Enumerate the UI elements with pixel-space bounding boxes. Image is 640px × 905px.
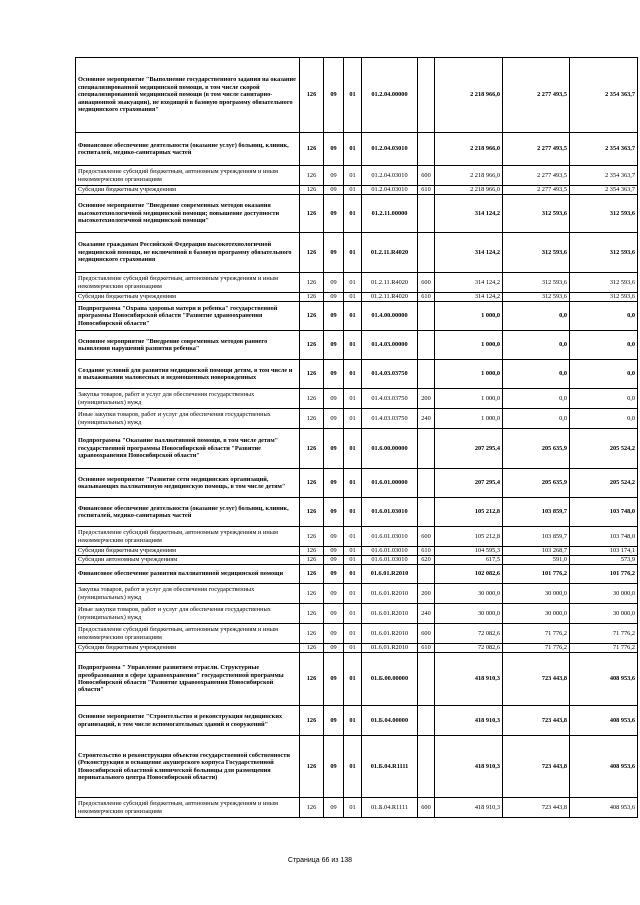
row-amount-1: 2 218 966,0	[435, 133, 503, 166]
row-name: Субсидии бюджетным учреждениям	[76, 186, 300, 195]
row-grbs: 126	[300, 798, 324, 818]
row-name: Строительство и реконструкция объектов государственной собственности (Реконструкция и оснащение акушерского корпуса Государственной Новосибирской областной клинической больницы для размещения перинатального центра Новосибирской области)	[76, 736, 300, 798]
row-amount-3: 0,0	[570, 331, 638, 360]
row-target-article: 01.2.04.00000	[362, 58, 418, 133]
table-row	[76, 186, 638, 195]
row-expense-type	[418, 195, 435, 233]
row-grbs: 126	[300, 644, 324, 653]
row-grbs: 126	[300, 604, 324, 624]
row-section: 09	[324, 331, 344, 360]
row-expense-type: 610	[418, 293, 435, 302]
row-name: Иные закупки товаров, работ и услуг для обеспечения государственных (муниципальных) нужд	[76, 409, 300, 429]
table-row	[76, 624, 638, 644]
row-target-article: 01.Б.00.00000	[362, 653, 418, 706]
row-amount-2: 0,0	[503, 409, 570, 429]
row-expense-type	[418, 133, 435, 166]
row-amount-1: 1 000,0	[435, 331, 503, 360]
row-target-article: 01.4.03.03750	[362, 409, 418, 429]
row-expense-type: 600	[418, 527, 435, 547]
row-amount-3: 408 953,6	[570, 706, 638, 736]
row-section: 09	[324, 233, 344, 273]
row-amount-1: 105 212,8	[435, 498, 503, 527]
table-row	[76, 302, 638, 331]
row-section: 09	[324, 469, 344, 498]
row-amount-3: 2 354 363,7	[570, 166, 638, 186]
row-name: Предоставление субсидий бюджетным, автономным учреждениям и иным некоммерческим организациям	[76, 166, 300, 186]
row-grbs: 126	[300, 409, 324, 429]
table-row	[76, 469, 638, 498]
row-amount-2: 30 000,0	[503, 604, 570, 624]
row-section: 09	[324, 624, 344, 644]
row-subsection: 01	[344, 429, 362, 469]
row-grbs: 126	[300, 389, 324, 409]
row-amount-1: 2 218 966,0	[435, 186, 503, 195]
row-section: 09	[324, 409, 344, 429]
row-name: Основное мероприятие "Внедрение современных методов раннего выявления нарушений развития ребенка"	[76, 331, 300, 360]
row-name: Субсидии бюджетным учреждениям	[76, 644, 300, 653]
table-row	[76, 166, 638, 186]
row-amount-2: 71 776,2	[503, 624, 570, 644]
row-amount-1: 314 124,2	[435, 195, 503, 233]
row-name: Создание условий для развития медицинской помощи детям, в том числе и в выхаживании маловесных и недоношенных новорожденных	[76, 360, 300, 389]
row-section: 09	[324, 389, 344, 409]
row-amount-3: 408 953,6	[570, 653, 638, 706]
row-section: 09	[324, 293, 344, 302]
row-grbs: 126	[300, 195, 324, 233]
row-amount-1: 207 295,4	[435, 469, 503, 498]
row-section: 09	[324, 736, 344, 798]
row-amount-3: 103 174,1	[570, 547, 638, 556]
row-name: Предоставление субсидий бюджетным, автономным учреждениям и иным некоммерческим организациям	[76, 624, 300, 644]
row-section: 09	[324, 186, 344, 195]
row-subsection: 01	[344, 624, 362, 644]
row-grbs: 126	[300, 186, 324, 195]
row-amount-2: 103 268,7	[503, 547, 570, 556]
row-expense-type: 200	[418, 389, 435, 409]
row-amount-2: 0,0	[503, 360, 570, 389]
row-expense-type: 610	[418, 186, 435, 195]
row-name: Оказание гражданам Российской Федерации высокотехнологичной медицинской помощи, не включенной в базовую программу обязательного медицинского страхования	[76, 233, 300, 273]
row-expense-type: 200	[418, 584, 435, 604]
row-name: Закупка товаров, работ и услуг для обеспечения государственных (муниципальных) нужд	[76, 584, 300, 604]
row-amount-3: 312 593,6	[570, 233, 638, 273]
row-amount-3: 573,9	[570, 556, 638, 565]
row-name: Подпрограмма "Охрана здоровья матери и ребенка" государственной программы Новосибирской области "Развитие здравоохранения Новосибирской области"	[76, 302, 300, 331]
row-expense-type	[418, 429, 435, 469]
row-amount-3: 2 354 363,7	[570, 133, 638, 166]
row-grbs: 126	[300, 233, 324, 273]
row-grbs: 126	[300, 706, 324, 736]
row-subsection: 01	[344, 565, 362, 584]
table-row	[76, 331, 638, 360]
row-subsection: 01	[344, 409, 362, 429]
row-amount-3: 103 748,0	[570, 498, 638, 527]
row-section: 09	[324, 498, 344, 527]
row-amount-1: 1 000,0	[435, 302, 503, 331]
row-subsection: 01	[344, 706, 362, 736]
row-subsection: 01	[344, 584, 362, 604]
row-target-article: 01.6.01.R2010	[362, 565, 418, 584]
row-name: Финансовое обеспечение деятельности (оказание услуг) больниц, клиник, госпиталей, медико-санитарных частей	[76, 133, 300, 166]
row-grbs: 126	[300, 469, 324, 498]
row-target-article: 01.2.11.00000	[362, 195, 418, 233]
table-row	[76, 293, 638, 302]
row-grbs: 126	[300, 166, 324, 186]
row-amount-3: 0,0	[570, 360, 638, 389]
table-row	[76, 736, 638, 798]
row-amount-1: 418 910,3	[435, 736, 503, 798]
row-name: Субсидии автономным учреждениям	[76, 556, 300, 565]
row-subsection: 01	[344, 293, 362, 302]
table-row	[76, 195, 638, 233]
row-subsection: 01	[344, 527, 362, 547]
row-name: Закупка товаров, работ и услуг для обеспечения государственных (муниципальных) нужд	[76, 389, 300, 409]
row-target-article: 01.6.01.00000	[362, 469, 418, 498]
row-amount-3: 312 593,6	[570, 195, 638, 233]
row-amount-1: 2 218 966,0	[435, 166, 503, 186]
row-expense-type	[418, 565, 435, 584]
row-target-article: 01.6.01.03010	[362, 547, 418, 556]
row-target-article: 01.4.03.03750	[362, 360, 418, 389]
row-amount-3: 408 953,6	[570, 736, 638, 798]
table-row	[76, 565, 638, 584]
row-section: 09	[324, 58, 344, 133]
row-amount-2: 103 859,7	[503, 527, 570, 547]
table-body	[76, 58, 638, 818]
table-row	[76, 604, 638, 624]
row-amount-1: 314 124,2	[435, 233, 503, 273]
row-section: 09	[324, 584, 344, 604]
row-section: 09	[324, 429, 344, 469]
row-target-article: 01.6.01.R2010	[362, 604, 418, 624]
row-subsection: 01	[344, 302, 362, 331]
table-row	[76, 133, 638, 166]
row-target-article: 01.6.01.03010	[362, 556, 418, 565]
row-amount-2: 2 277 493,5	[503, 133, 570, 166]
row-amount-3: 205 524,2	[570, 469, 638, 498]
row-section: 09	[324, 166, 344, 186]
row-name: Основное мероприятие "Внедрение современных методов оказания высокотехнологичной медицинской помощи; повышение доступности высокотехнологичной медицинской помощи"	[76, 195, 300, 233]
row-expense-type	[418, 233, 435, 273]
row-target-article: 01.2.04.03010	[362, 186, 418, 195]
row-amount-3: 71 776,2	[570, 644, 638, 653]
row-amount-3: 0,0	[570, 389, 638, 409]
row-grbs: 126	[300, 547, 324, 556]
row-expense-type: 620	[418, 556, 435, 565]
row-target-article: 01.2.04.03010	[362, 166, 418, 186]
row-amount-1: 418 910,3	[435, 706, 503, 736]
row-expense-type	[418, 58, 435, 133]
row-name: Субсидии бюджетным учреждениям	[76, 293, 300, 302]
row-grbs: 126	[300, 556, 324, 565]
row-target-article: 01.2.11.R4020	[362, 293, 418, 302]
row-target-article: 01.4.03.03750	[362, 389, 418, 409]
row-amount-3: 2 354 363,7	[570, 186, 638, 195]
table-row	[76, 429, 638, 469]
row-target-article: 01.6.01.03010	[362, 527, 418, 547]
row-amount-1: 207 295,4	[435, 429, 503, 469]
row-subsection: 01	[344, 556, 362, 565]
row-subsection: 01	[344, 798, 362, 818]
row-subsection: 01	[344, 133, 362, 166]
table-row	[76, 706, 638, 736]
table-row	[76, 644, 638, 653]
row-subsection: 01	[344, 498, 362, 527]
row-expense-type: 240	[418, 604, 435, 624]
row-grbs: 126	[300, 498, 324, 527]
row-amount-3: 312 593,6	[570, 293, 638, 302]
row-subsection: 01	[344, 644, 362, 653]
row-subsection: 01	[344, 233, 362, 273]
row-grbs: 126	[300, 331, 324, 360]
row-amount-2: 101 776,2	[503, 565, 570, 584]
row-amount-1: 72 082,6	[435, 624, 503, 644]
row-grbs: 126	[300, 429, 324, 469]
row-amount-3: 408 953,6	[570, 798, 638, 818]
row-expense-type	[418, 302, 435, 331]
row-target-article: 01.6.00.00000	[362, 429, 418, 469]
table-row	[76, 273, 638, 293]
row-target-article: 01.6.01.R2010	[362, 624, 418, 644]
row-amount-1: 418 910,3	[435, 653, 503, 706]
row-name: Финансовое обеспечение деятельности (оказание услуг) больниц, клиник, госпиталей, медико-санитарных частей	[76, 498, 300, 527]
row-grbs: 126	[300, 293, 324, 302]
row-target-article: 01.2.11.R4020	[362, 273, 418, 293]
row-grbs: 126	[300, 653, 324, 706]
row-section: 09	[324, 706, 344, 736]
row-section: 09	[324, 547, 344, 556]
row-amount-2: 71 776,2	[503, 644, 570, 653]
row-amount-2: 312 593,6	[503, 195, 570, 233]
row-amount-2: 2 277 493,5	[503, 186, 570, 195]
row-amount-3: 205 524,2	[570, 429, 638, 469]
row-grbs: 126	[300, 360, 324, 389]
row-target-article: 01.Б.04.R1111	[362, 736, 418, 798]
row-grbs: 126	[300, 736, 324, 798]
row-expense-type	[418, 653, 435, 706]
row-amount-3: 2 354 363,7	[570, 58, 638, 133]
row-section: 09	[324, 604, 344, 624]
table-row	[76, 653, 638, 706]
row-name: Основное мероприятие "Развитие сети медицинских организаций, оказывающих паллиативную медицинскую помощь, в том числе детям"	[76, 469, 300, 498]
row-section: 09	[324, 798, 344, 818]
row-amount-3: 71 776,2	[570, 624, 638, 644]
row-amount-1: 314 124,2	[435, 273, 503, 293]
row-subsection: 01	[344, 331, 362, 360]
table-row	[76, 233, 638, 273]
row-section: 09	[324, 195, 344, 233]
row-target-article: 01.6.01.R2010	[362, 584, 418, 604]
row-amount-3: 312 593,6	[570, 273, 638, 293]
row-amount-3: 30 000,0	[570, 604, 638, 624]
row-grbs: 126	[300, 133, 324, 166]
row-expense-type: 600	[418, 166, 435, 186]
row-amount-2: 312 593,6	[503, 293, 570, 302]
row-name: Предоставление субсидий бюджетным, автономным учреждениям и иным некоммерческим организациям	[76, 273, 300, 293]
row-subsection: 01	[344, 360, 362, 389]
row-grbs: 126	[300, 302, 324, 331]
row-amount-2: 0,0	[503, 302, 570, 331]
row-expense-type: 600	[418, 798, 435, 818]
row-section: 09	[324, 565, 344, 584]
row-subsection: 01	[344, 653, 362, 706]
row-name: Основное мероприятие "Выполнение государственного задания на оказание специализированной медицинской помощи, в том числе скорой специализированной медицинской помощи (в том числе санитарно-авиационной эвакуации), не входящей в базовую программу обязательного медицинского страхования"	[76, 58, 300, 133]
row-target-article: 01.6.01.03010	[362, 498, 418, 527]
row-amount-2: 2 277 493,5	[503, 166, 570, 186]
row-expense-type: 610	[418, 547, 435, 556]
row-section: 09	[324, 273, 344, 293]
row-subsection: 01	[344, 273, 362, 293]
row-target-article: 01.2.04.03010	[362, 133, 418, 166]
row-target-article: 01.6.01.R2010	[362, 644, 418, 653]
table-row	[76, 547, 638, 556]
row-section: 09	[324, 653, 344, 706]
row-amount-2: 723 443,8	[503, 653, 570, 706]
row-subsection: 01	[344, 469, 362, 498]
row-section: 09	[324, 644, 344, 653]
row-amount-1: 1 000,0	[435, 389, 503, 409]
row-amount-2: 0,0	[503, 331, 570, 360]
table-row	[76, 409, 638, 429]
row-name: Подпрограмма "Оказание паллиативной помощи, в том числе детям" государственной программы Новосибирской области "Развитие здравоохранения Новосибирской области"	[76, 429, 300, 469]
row-name: Предоставление субсидий бюджетным, автономным учреждениям и иным некоммерческим организациям	[76, 527, 300, 547]
row-amount-1: 314 124,2	[435, 293, 503, 302]
table-row	[76, 798, 638, 818]
table-row	[76, 360, 638, 389]
row-expense-type	[418, 469, 435, 498]
budget-table	[75, 57, 638, 818]
row-amount-2: 723 443,8	[503, 798, 570, 818]
row-expense-type: 600	[418, 273, 435, 293]
row-amount-2: 312 593,6	[503, 233, 570, 273]
row-grbs: 126	[300, 565, 324, 584]
row-subsection: 01	[344, 736, 362, 798]
row-target-article: 01.2.11.R4020	[362, 233, 418, 273]
row-section: 09	[324, 527, 344, 547]
row-amount-3: 30 000,0	[570, 584, 638, 604]
row-amount-2: 591,0	[503, 556, 570, 565]
row-section: 09	[324, 360, 344, 389]
row-name: Иные закупки товаров, работ и услуг для обеспечения государственных (муниципальных) нужд	[76, 604, 300, 624]
row-target-article: 01.4.03.00000	[362, 331, 418, 360]
row-amount-1: 418 910,3	[435, 798, 503, 818]
row-amount-2: 103 859,7	[503, 498, 570, 527]
row-amount-2: 723 443,8	[503, 706, 570, 736]
row-subsection: 01	[344, 195, 362, 233]
row-expense-type	[418, 736, 435, 798]
row-amount-1: 72 082,6	[435, 644, 503, 653]
row-expense-type	[418, 498, 435, 527]
row-amount-1: 617,5	[435, 556, 503, 565]
row-grbs: 126	[300, 58, 324, 133]
row-expense-type	[418, 706, 435, 736]
row-name: Предоставление субсидий бюджетным, автономным учреждениям и иным некоммерческим организациям	[76, 798, 300, 818]
row-grbs: 126	[300, 584, 324, 604]
row-subsection: 01	[344, 166, 362, 186]
row-expense-type: 600	[418, 624, 435, 644]
row-subsection: 01	[344, 547, 362, 556]
row-expense-type	[418, 360, 435, 389]
table-row	[76, 389, 638, 409]
row-subsection: 01	[344, 389, 362, 409]
row-name: Финансовое обеспечение развития паллиативной медицинской помощи	[76, 565, 300, 584]
row-amount-2: 205 635,9	[503, 429, 570, 469]
row-grbs: 126	[300, 273, 324, 293]
row-section: 09	[324, 302, 344, 331]
table-row	[76, 527, 638, 547]
row-subsection: 01	[344, 58, 362, 133]
row-name: Основное мероприятие "Строительство и реконструкция медицинских организаций, в том числе вспомогательных зданий и сооружений"	[76, 706, 300, 736]
row-amount-2: 0,0	[503, 389, 570, 409]
row-amount-1: 1 000,0	[435, 409, 503, 429]
row-amount-2: 205 635,9	[503, 469, 570, 498]
row-amount-1: 30 000,0	[435, 584, 503, 604]
row-amount-2: 723 443,8	[503, 736, 570, 798]
row-section: 09	[324, 556, 344, 565]
row-subsection: 01	[344, 186, 362, 195]
row-amount-1: 2 218 966,0	[435, 58, 503, 133]
row-amount-1: 30 000,0	[435, 604, 503, 624]
row-target-article: 01.Б.04.R1111	[362, 798, 418, 818]
row-name: Подпрограмма " Управление развитием отрасли. Структурные преобразования в сфере здравоохранения" государственной программы Новосибирской области "Развитие здравоохранения Новосибирской области"	[76, 653, 300, 706]
row-amount-2: 2 277 493,5	[503, 58, 570, 133]
row-grbs: 126	[300, 624, 324, 644]
row-amount-3: 101 776,2	[570, 565, 638, 584]
row-target-article: 01.4.00.00000	[362, 302, 418, 331]
row-expense-type	[418, 331, 435, 360]
row-amount-2: 30 000,0	[503, 584, 570, 604]
row-amount-3: 103 748,0	[570, 527, 638, 547]
table-row	[76, 498, 638, 527]
row-expense-type: 610	[418, 644, 435, 653]
row-name: Субсидии бюджетным учреждениям	[76, 547, 300, 556]
row-amount-1: 1 000,0	[435, 360, 503, 389]
table-row	[76, 584, 638, 604]
row-grbs: 126	[300, 527, 324, 547]
row-amount-3: 0,0	[570, 409, 638, 429]
row-expense-type: 240	[418, 409, 435, 429]
row-subsection: 01	[344, 604, 362, 624]
row-amount-2: 312 593,6	[503, 273, 570, 293]
table-row	[76, 556, 638, 565]
row-amount-3: 0,0	[570, 302, 638, 331]
table-row	[76, 58, 638, 133]
page-footer: Страница 66 из 138	[287, 857, 353, 864]
row-section: 09	[324, 133, 344, 166]
row-amount-1: 105 212,8	[435, 527, 503, 547]
row-target-article: 01.Б.04.00000	[362, 706, 418, 736]
row-amount-1: 102 082,6	[435, 565, 503, 584]
row-amount-1: 104 595,3	[435, 547, 503, 556]
